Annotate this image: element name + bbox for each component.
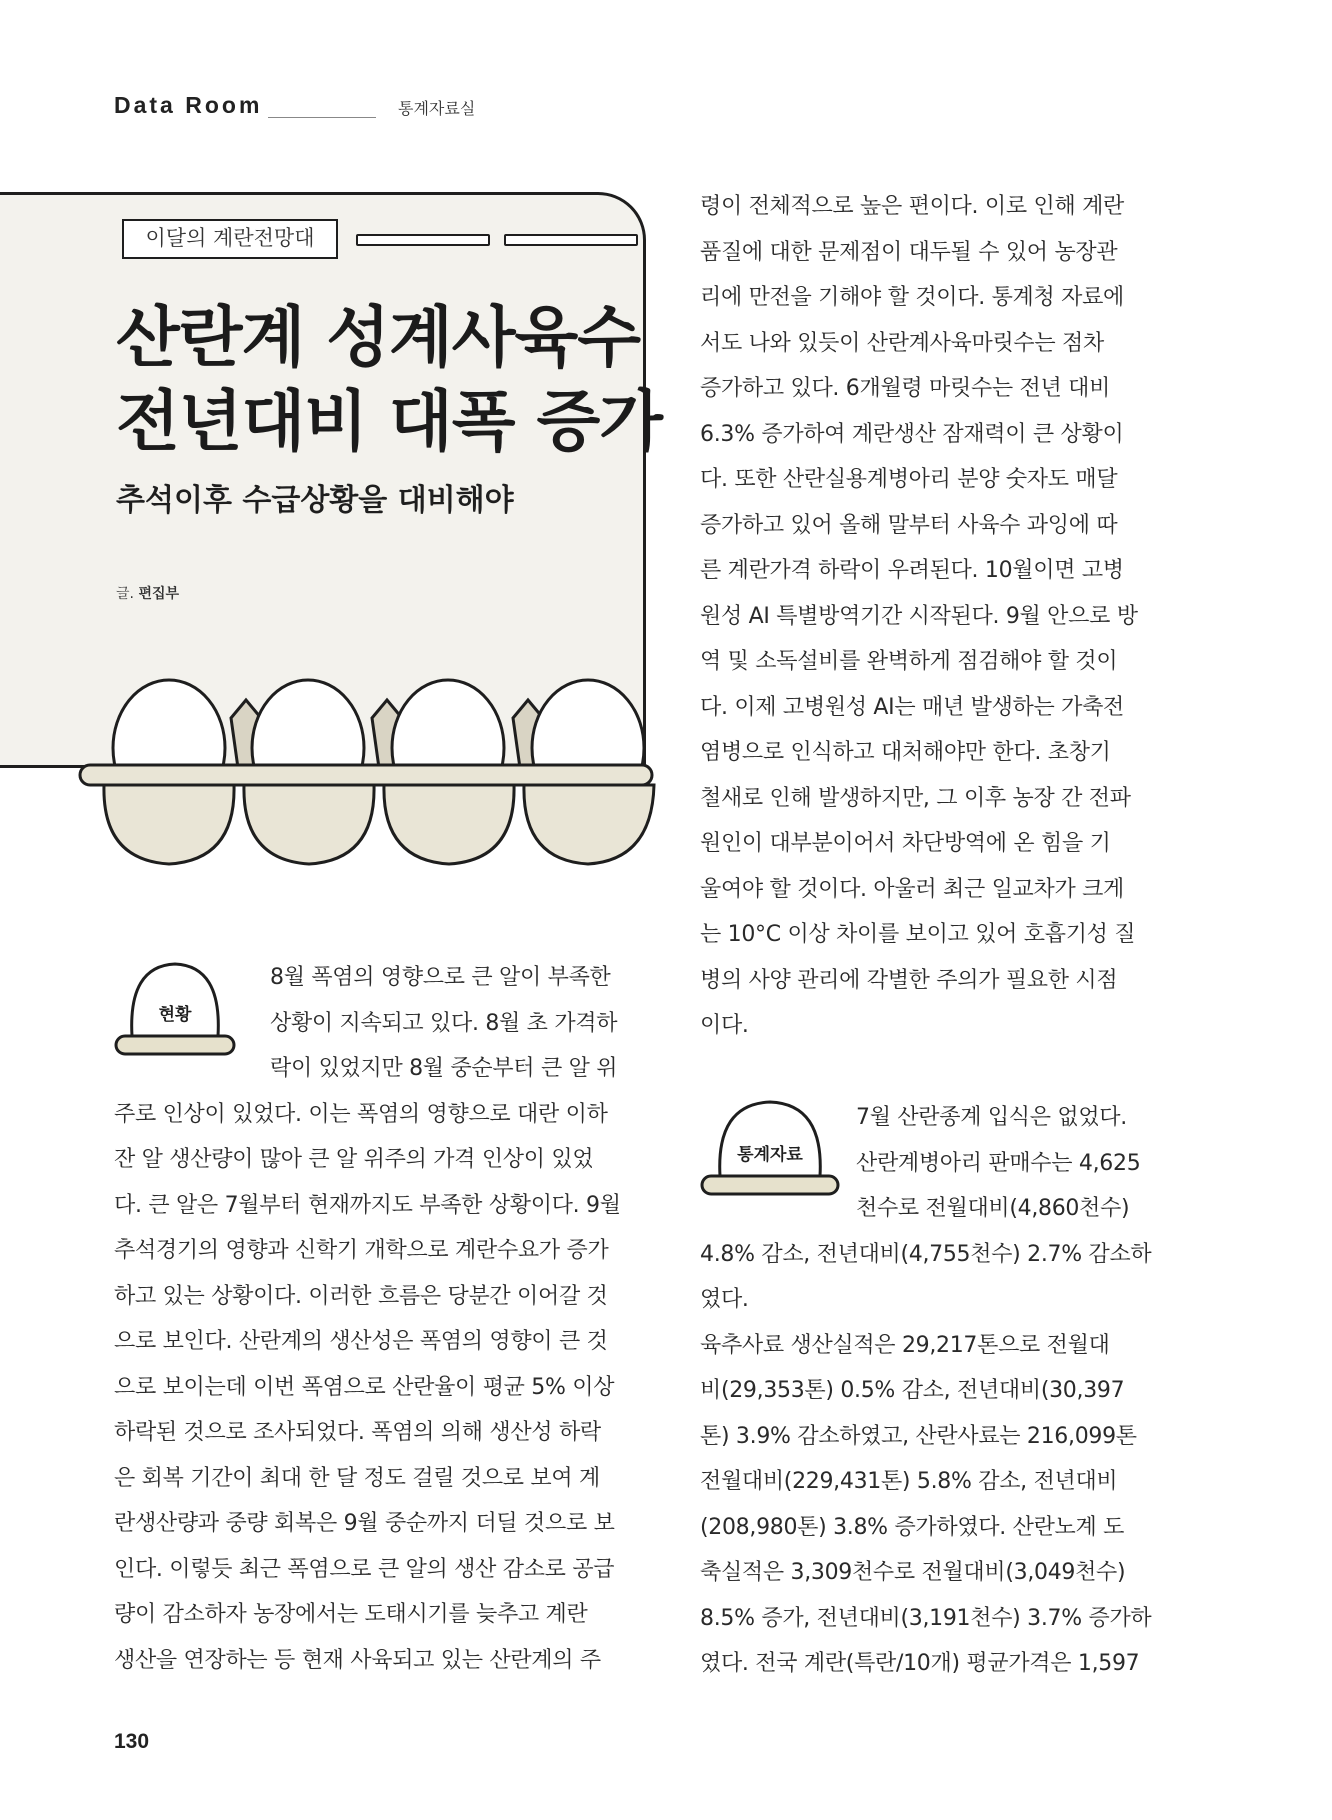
text-line: 역 및 소독설비를 완벽하게 점검해야 할 것이 xyxy=(700,649,1118,674)
status-section-text xyxy=(114,955,621,1683)
text-line: 다. 큰 알은 7월부터 현재까지도 부족한 상황이다. 9월 xyxy=(114,1192,621,1218)
text-line: 8.5% 증가, 전년대비(3,191천수) 3.7% 증가하 xyxy=(700,1605,1152,1631)
section-label: 통계자료실 xyxy=(398,99,476,118)
text-line: 는 10°C 이상 차이를 보이고 있어 호흡기성 질 xyxy=(700,922,1136,947)
byline-author: 편집부 xyxy=(138,586,180,602)
text-line: 락이 있었지만 8월 중순부터 큰 알 위 xyxy=(270,1056,618,1081)
text-line: 증가하고 있다. 6개월령 마릿수는 전년 대비 xyxy=(700,376,1111,401)
subheadline: 추석이후 수급상황을 대비해야 xyxy=(116,483,514,518)
tag-decor-bar xyxy=(504,234,638,246)
text-line: (208,980톤) 3.8% 증가하였다. 산란노계 도 xyxy=(700,1514,1125,1540)
header-divider xyxy=(268,117,376,118)
text-line: 른 계란가격 하락이 우려된다. 10월이면 고병 xyxy=(700,558,1124,583)
text-line: 으로 보인다. 산란계의 생산성은 폭염의 영향이 큰 것 xyxy=(114,1329,608,1354)
headline-line-2: 전년대비 대폭 증가 xyxy=(116,383,663,460)
text-line: 염병으로 인식하고 대처해야만 한다. 초창기 xyxy=(700,740,1111,765)
text-line: 산란계병아리 판매수는 4,625 xyxy=(856,1150,1141,1176)
text-line: 8월 폭염의 영향으로 큰 알이 부족한 xyxy=(270,965,611,990)
text-line: 4.8% 감소, 전년대비(4,755천수) 2.7% 감소하 xyxy=(700,1241,1152,1267)
text-line: 란생산량과 중량 회복은 9월 중순까지 더딜 것으로 보 xyxy=(114,1511,615,1536)
text-line: 였다. xyxy=(700,1287,749,1312)
text-line: 하고 있는 상황이다. 이러한 흐름은 당분간 이어갈 것 xyxy=(114,1283,608,1309)
text-line: 하락된 것으로 조사되었다. 폭염의 의해 생산성 하락 xyxy=(114,1420,601,1445)
text-line: 서도 나와 있듯이 산란계사육마릿수는 점차 xyxy=(700,330,1104,356)
page-number: 130 xyxy=(114,1730,150,1753)
text-line: 증가하고 있어 올해 말부터 사육수 과잉에 따 xyxy=(700,512,1118,538)
category-tag: 이달의 계란전망대 xyxy=(122,219,338,259)
text-line: 축실적은 3,309천수로 전월대비(3,049천수) xyxy=(700,1560,1126,1585)
text-line: 육추사료 생산실적은 29,217톤으로 전월대 xyxy=(700,1332,1110,1358)
text-line: 비(29,353톤) 0.5% 감소, 전년대비(30,397 xyxy=(700,1378,1125,1403)
egg-tray-illustration xyxy=(76,660,656,870)
text-line: 였다. 전국 계란(특란/10개) 평균가격은 1,597 xyxy=(700,1651,1140,1676)
byline xyxy=(116,583,179,603)
headline-line-1: 산란계 성계사육수 xyxy=(116,299,641,376)
byline-prefix: 글. xyxy=(116,586,134,602)
headline xyxy=(116,296,662,464)
text-line: 7월 산란종계 입식은 없었다. xyxy=(856,1105,1127,1130)
text-line: 량이 감소하자 농장에서는 도태시기를 늦추고 계란 xyxy=(114,1602,588,1627)
text-line: 생산을 연장하는 등 현재 사육되고 있는 산란계의 주 xyxy=(114,1647,601,1673)
stats-badge-label: 통계자료 xyxy=(737,1145,803,1165)
right-column-text xyxy=(700,184,1140,1049)
text-line: 은 회복 기간이 최대 한 달 정도 걸릴 것으로 보여 계 xyxy=(114,1465,600,1491)
text-line: 원인이 대부분이어서 차단방역에 온 힘을 기 xyxy=(700,831,1111,856)
text-line: 톤) 3.9% 감소하였고, 산란사료는 216,099톤 xyxy=(700,1423,1137,1449)
text-line: 6.3% 증가하여 계란생산 잠재력이 큰 상황이 xyxy=(700,421,1124,447)
text-line: 인다. 이렇듯 최근 폭염으로 큰 알의 생산 감소로 공급 xyxy=(114,1556,615,1582)
tag-decor-bar xyxy=(356,234,490,246)
text-line: 상황이 지속되고 있다. 8월 초 가격하 xyxy=(270,1010,618,1036)
text-line: 병의 사양 관리에 각별한 주의가 필요한 시점 xyxy=(700,967,1118,993)
text-line: 울여야 할 것이다. 아울러 최근 일교차가 크게 xyxy=(700,876,1124,902)
text-line: 으로 보이는데 이번 폭염으로 산란율이 평균 5% 이상 xyxy=(114,1374,615,1400)
text-line: 리에 만전을 기해야 할 것이다. 통계청 자료에 xyxy=(700,285,1124,310)
text-line: 이다. xyxy=(700,1013,749,1038)
text-line: 주로 인상이 있었다. 이는 폭염의 영향으로 대란 이하 xyxy=(114,1101,608,1127)
text-line: 전월대비(229,431톤) 5.8% 감소, 전년대비 xyxy=(700,1469,1118,1494)
stats-section-text xyxy=(700,1095,1152,1687)
text-line: 다. 또한 산란실용계병아리 분양 숫자도 매달 xyxy=(700,467,1118,492)
brand-label: Data Room xyxy=(114,92,263,118)
text-line: 품질에 대한 문제점이 대두될 수 있어 농장관 xyxy=(700,239,1118,265)
text-line: 추석경기의 영향과 신학기 개학으로 계란수요가 증가 xyxy=(114,1238,609,1263)
text-line: 원성 AI 특별방역기간 시작된다. 9월 안으로 방 xyxy=(700,603,1138,629)
text-line: 잔 알 생산량이 많아 큰 알 위주의 가격 인상이 있었 xyxy=(114,1147,594,1172)
text-line: 천수로 전월대비(4,860천수) xyxy=(856,1196,1130,1221)
text-line: 령이 전체적으로 높은 편이다. 이로 인해 계란 xyxy=(700,194,1124,219)
status-badge-label: 현황 xyxy=(158,1005,192,1025)
text-line: 다. 이제 고병원성 AI는 매년 발생하는 가축전 xyxy=(700,694,1124,720)
text-line: 철새로 인해 발생하지만, 그 이후 농장 간 전파 xyxy=(700,785,1131,811)
